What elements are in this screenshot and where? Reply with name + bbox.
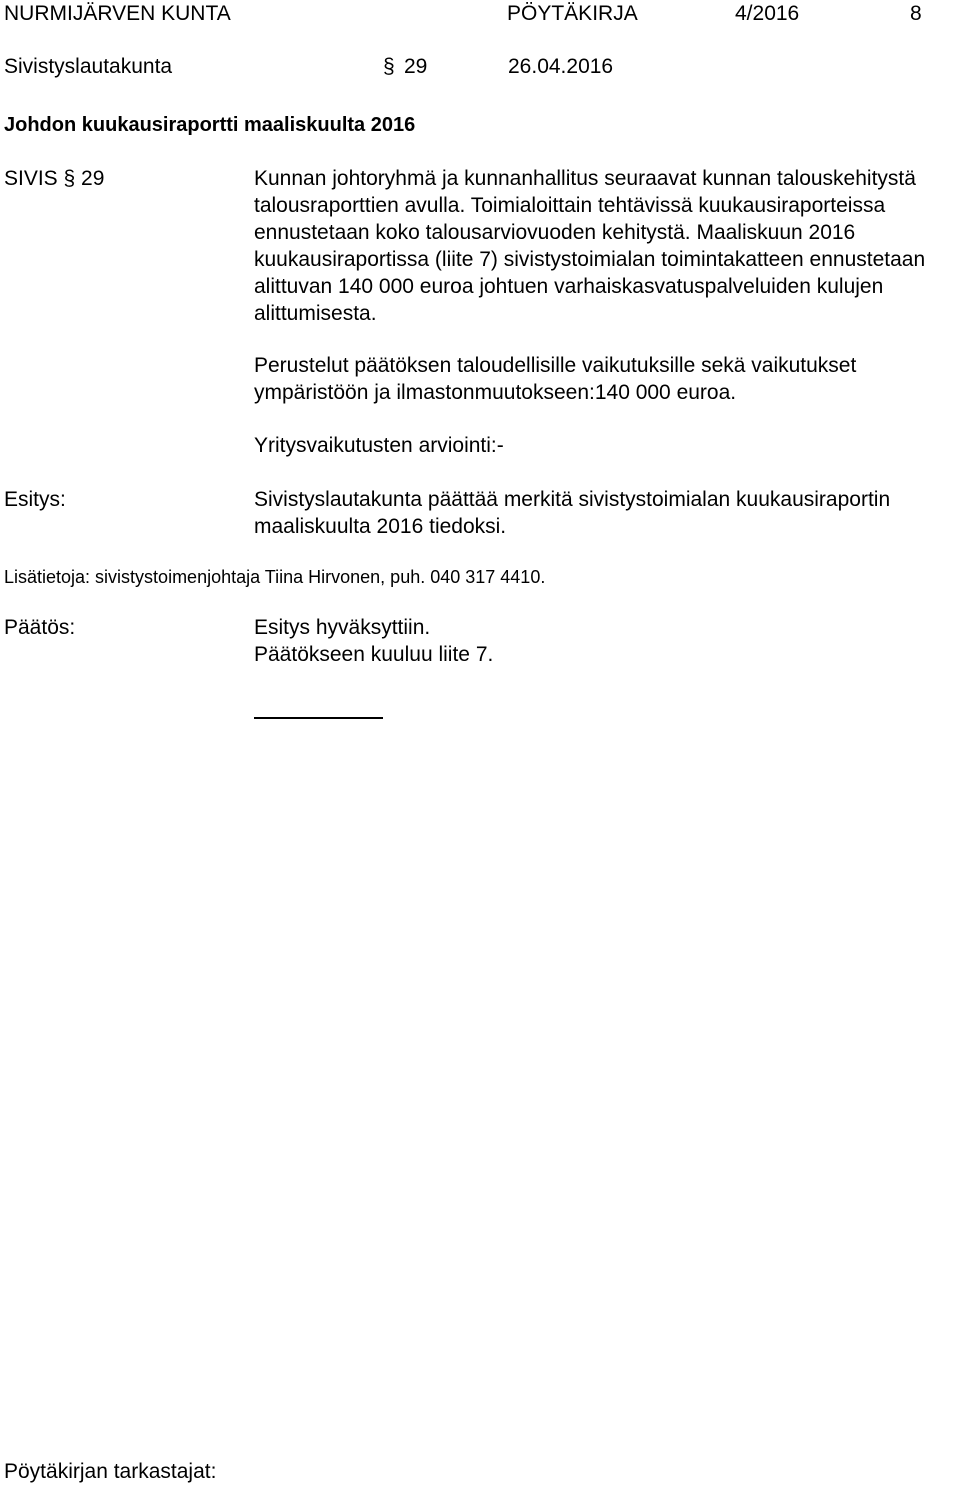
reviewers-label: Pöytäkirjan tarkastajat: bbox=[4, 1460, 217, 1483]
decision-line-1: Esitys hyväksyttiin. bbox=[254, 616, 431, 639]
section-number: 29 bbox=[404, 55, 428, 78]
page-title: Johdon kuukausiraportti maaliskuulta 2016 bbox=[4, 114, 416, 136]
body-paragraph-1: Kunnan johtoryhmä ja kunnanhallitus seuraavat kunnan talouskehitystä talousraporttien avulla. Toimialoittain tehtävissä kuukausiraporteissa ennustetaan koko talousarviovuoden kehitystä. Maaliskuun 2016 kuukausiraportissa (liite 7) sivistystoimialan toimintakatteen ennustetaan alittuvan 140 000 euroa johtuen varhaiskasvatuspalveluiden kulujen alittumisesta. bbox=[254, 167, 926, 325]
document-number: 4/2016 bbox=[735, 2, 800, 25]
section-symbol: § bbox=[383, 55, 395, 78]
signature-divider bbox=[254, 717, 383, 719]
page-number: 8 bbox=[910, 2, 922, 25]
document-type: PÖYTÄKIRJA bbox=[507, 2, 638, 25]
body-paragraph-2: Perustelut päätöksen taloudellisille vaikutuksille sekä vaikutukset ympäristöön ja ilmastonmuutokseen:140 000 euroa. bbox=[254, 354, 857, 404]
section-label: SIVIS § 29 bbox=[4, 167, 105, 190]
board-name: Sivistyslautakunta bbox=[4, 55, 173, 78]
meeting-date: 26.04.2016 bbox=[508, 55, 614, 78]
decision-label: Päätös: bbox=[4, 616, 76, 639]
decision-line-2: Päätökseen kuuluu liite 7. bbox=[254, 643, 494, 666]
organization-name: NURMIJÄRVEN KUNTA bbox=[4, 2, 231, 25]
more-info: Lisätietoja: sivistystoimenjohtaja Tiina Hirvonen, puh. 040 317 4410. bbox=[4, 567, 546, 587]
body-paragraph-3: Yritysvaikutusten arviointi:- bbox=[254, 434, 504, 457]
proposal-label: Esitys: bbox=[4, 488, 66, 511]
proposal-text: Sivistyslautakunta päättää merkitä sivistystoimialan kuukausiraportin maaliskuulta 2016 tiedoksi. bbox=[254, 488, 891, 538]
